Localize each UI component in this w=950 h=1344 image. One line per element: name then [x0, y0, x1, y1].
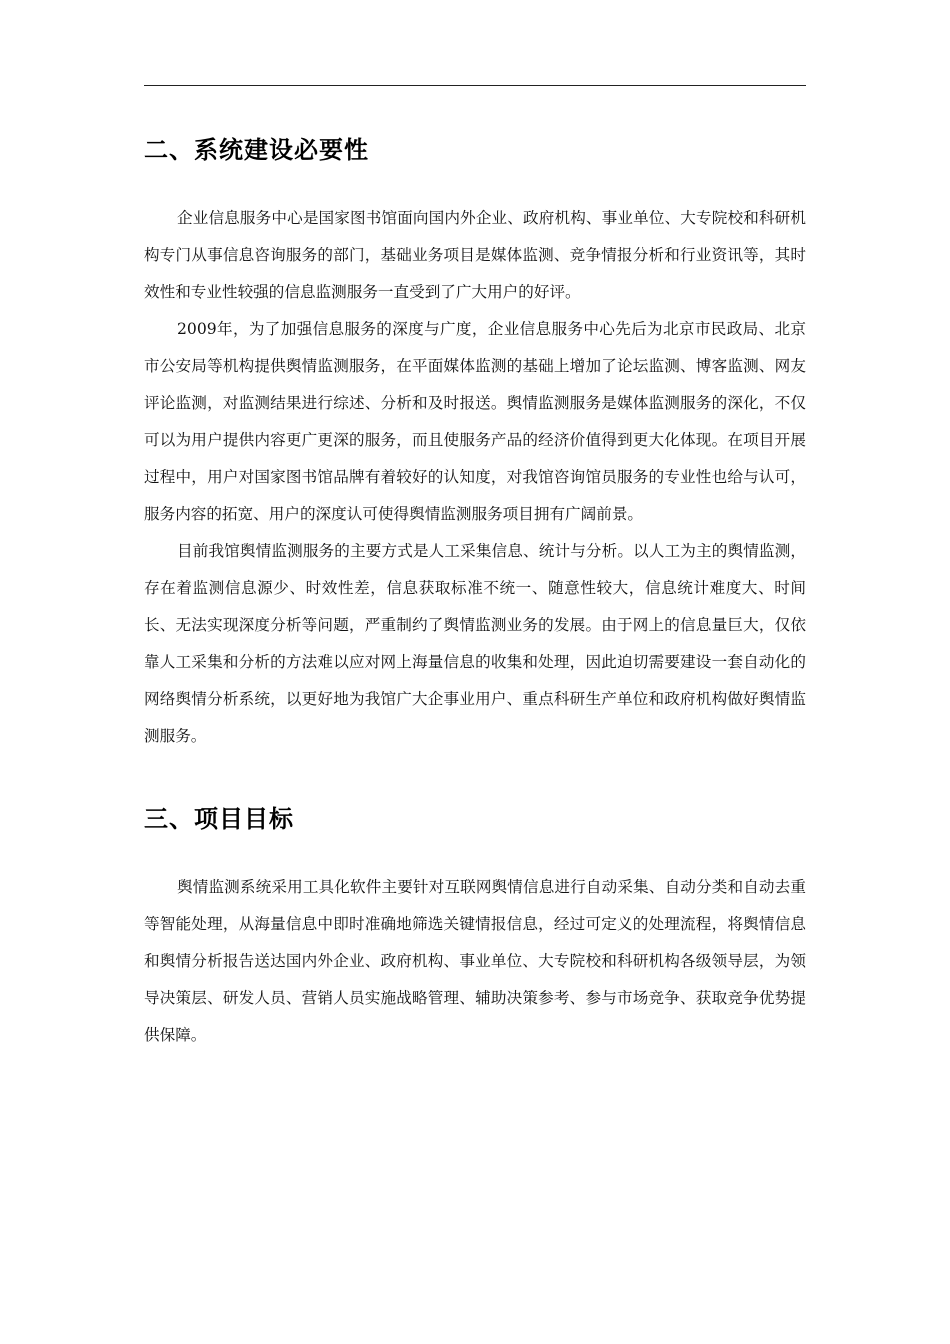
paragraph: 企业信息服务中心是国家图书馆面向国内外企业、政府机构、事业单位、大专院校和科研机构专门从事信息咨询服务的部门，基础业务项目是媒体监测、竞争情报分析和行业资讯等，其时效性和专业性较强的信息监测服务一直受到了广大用户的好评。 — [144, 209, 806, 301]
header-rule — [144, 85, 806, 86]
section-heading-goals: 三、项目目标 — [144, 805, 294, 833]
paragraph: 舆情监测系统采用工具化软件主要针对互联网舆情信息进行自动采集、自动分类和自动去重等智能处理，从海量信息中即时准确地筛选关键情报信息，经过可定义的处理流程，将舆情信息和舆情分析报告送达国内外企业、政府机构、事业单位、大专院校和科研机构各级领导层，为领导决策层、研发人员、营销人员实施战略管理、辅助决策参考、参与市场竞争、获取竞争优势提供保障。 — [144, 878, 806, 1044]
document-body — [144, 128, 806, 1054]
paragraph: 2009年，为了加强信息服务的深度与广度，企业信息服务中心先后为北京市民政局、北京市公安局等机构提供舆情监测服务，在平面媒体监测的基础上增加了论坛监测、博客监测、网友评论监测，对监测结果进行综述、分析和及时报送。舆情监测服务是媒体监测服务的深化，不仅可以为用户提供内容更广更深的服务，而且使服务产品的经济价值得到更大化体现。在项目开展过程中，用户对国家图书馆品牌有着较好的认知度，对我馆咨询馆员服务的专业性也给与认可，服务内容的拓宽、用户的深度认可使得舆情监测服务项目拥有广阔前景。 — [144, 320, 806, 523]
section-heading-necessity: 二、系统建设必要性 — [144, 136, 369, 164]
paragraph: 目前我馆舆情监测服务的主要方式是人工采集信息、统计与分析。以人工为主的舆情监测，存在着监测信息源少、时效性差，信息获取标准不统一、随意性较大，信息统计难度大、时间长、无法实现深度分析等问题，严重制约了舆情监测业务的发展。由于网上的信息量巨大，仅依靠人工采集和分析的方法难以应对网上海量信息的收集和处理，因此迫切需要建设一套自动化的网络舆情分析系统，以更好地为我馆广大企事业用户、重点科研生产单位和政府机构做好舆情监测服务。 — [144, 542, 806, 745]
